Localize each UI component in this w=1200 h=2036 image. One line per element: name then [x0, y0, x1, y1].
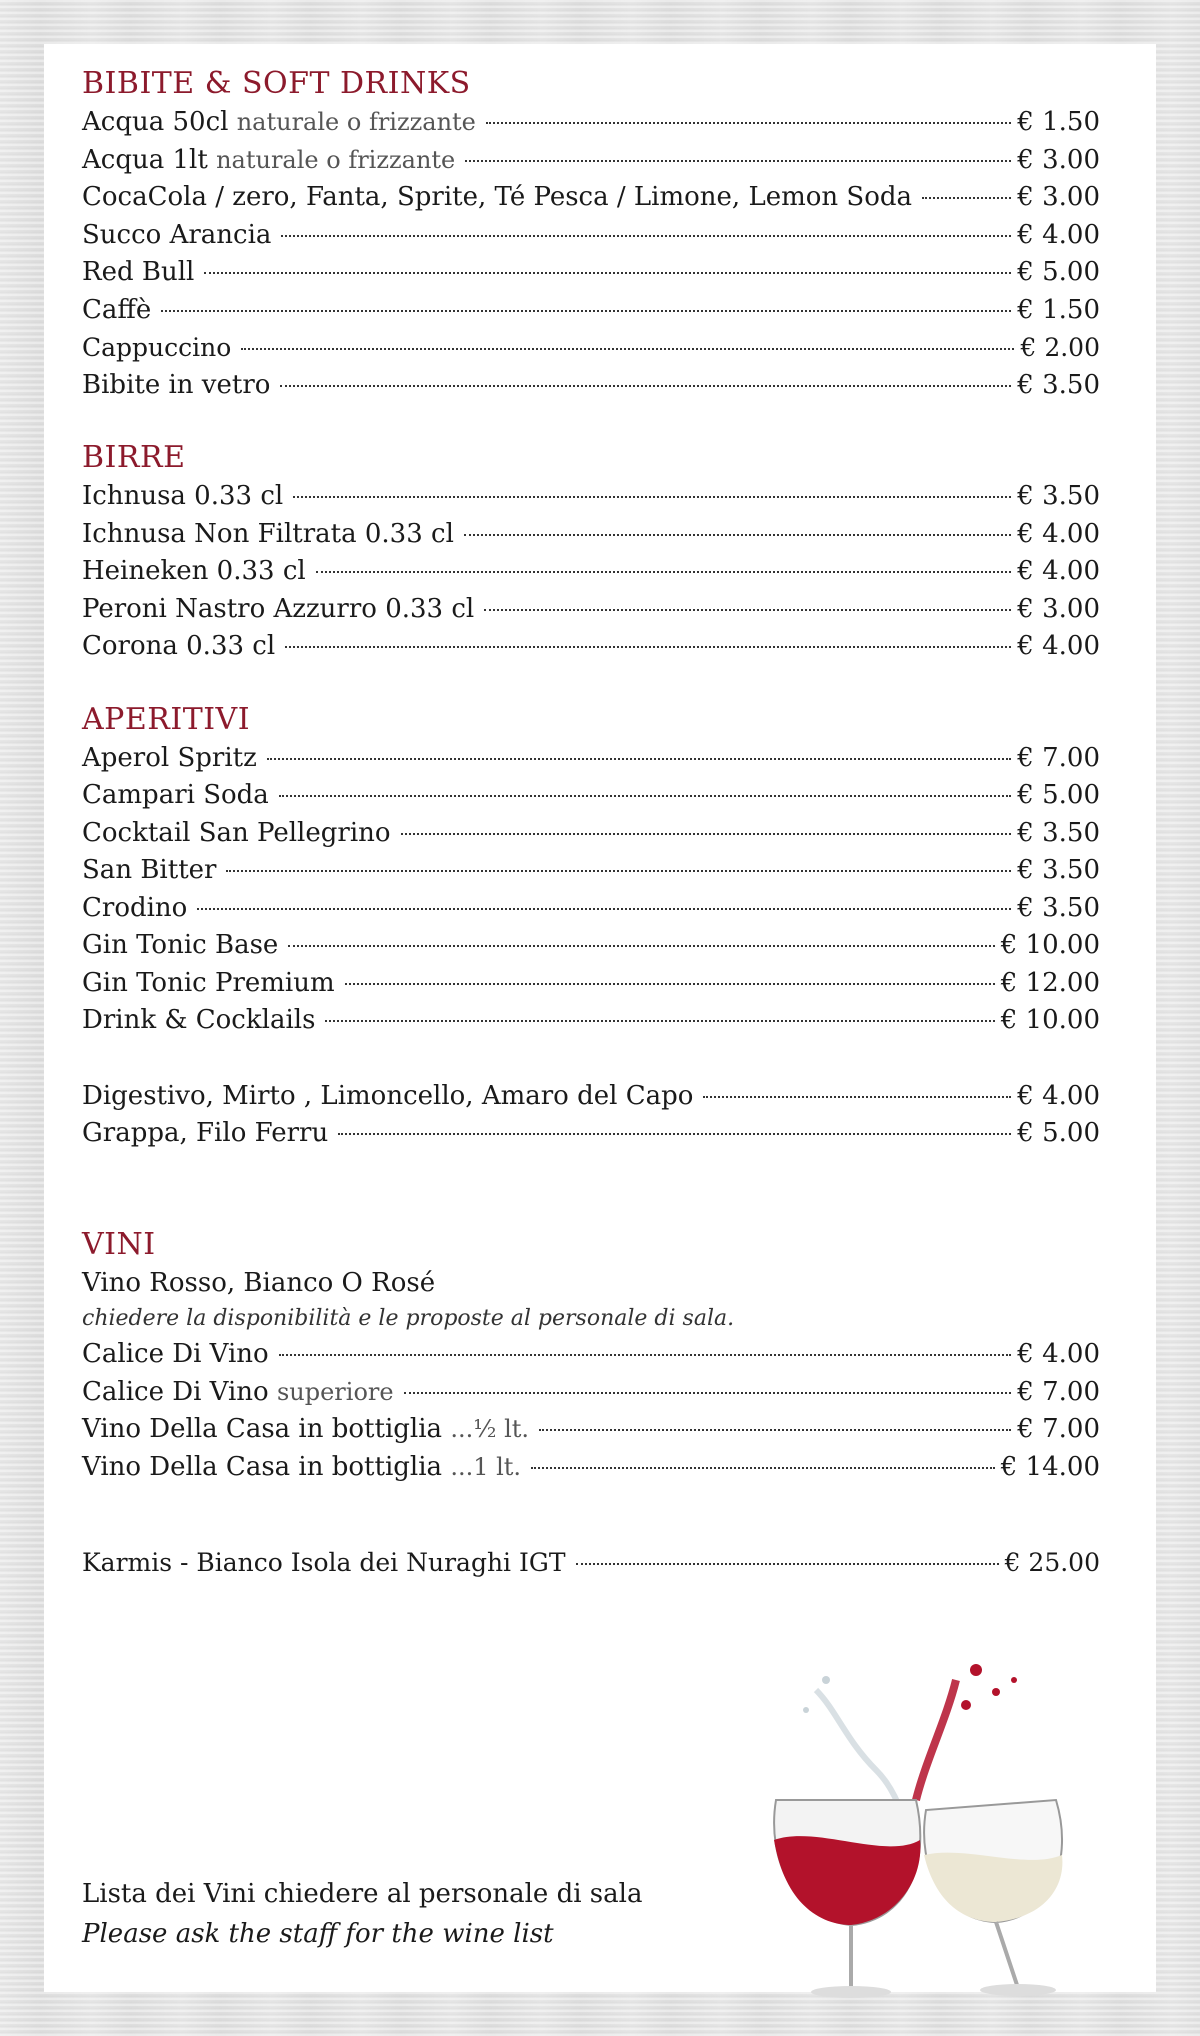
item-price: € 3.50	[1017, 892, 1100, 923]
item-detail: ...1 lt.	[450, 1452, 522, 1481]
item-price: € 3.50	[1017, 369, 1100, 400]
menu-item	[82, 329, 1100, 367]
spacer	[82, 1187, 1100, 1225]
item-name: Ichnusa 0.33 cl	[82, 481, 284, 511]
section-vini	[82, 1225, 1100, 1582]
item-name: Calice Di Vino superiore	[82, 1376, 394, 1407]
item-price: € 3.50	[1017, 817, 1100, 848]
menu-item	[82, 890, 1100, 928]
section-aperitivi	[82, 700, 1100, 1153]
section-title: APERITIVI	[82, 701, 251, 737]
item-price: € 14.00	[1000, 1451, 1100, 1482]
footer-line-italian: Lista dei Vini chiedere al personale di sala	[82, 1879, 643, 1909]
item-price: € 4.00	[1017, 518, 1100, 549]
section-title: BIRRE	[82, 440, 186, 475]
dot-leader	[338, 1133, 1011, 1135]
item-name: Aperol Spritz	[82, 742, 257, 773]
item-name: Campari Soda	[82, 780, 269, 810]
item-price: € 3.00	[1017, 144, 1100, 175]
menu-item	[82, 740, 1100, 778]
dot-leader	[288, 945, 994, 947]
item-name: Red Bull	[82, 257, 195, 287]
menu-item	[82, 1078, 1100, 1116]
item-price: € 12.00	[1000, 967, 1100, 998]
dot-leader	[922, 197, 1011, 199]
dot-leader	[293, 496, 1011, 498]
menu-item	[82, 292, 1100, 330]
menu-item	[82, 217, 1100, 255]
menu-item	[82, 1449, 1100, 1487]
section-bibite	[82, 64, 1100, 404]
menu-item	[82, 553, 1100, 591]
dot-leader	[703, 1096, 1011, 1098]
item-detail: naturale o frizzante	[236, 108, 476, 136]
section-title: BIBITE & SOFT DRINKS	[82, 66, 471, 101]
item-price: € 7.00	[1017, 1376, 1100, 1407]
menu-item-special	[82, 1544, 1100, 1582]
item-name: Cocktail San Pellegrino	[82, 817, 391, 848]
menu-item	[82, 927, 1100, 965]
item-price: € 25.00	[1004, 1548, 1100, 1577]
item-name: Calice Di Vino	[82, 1339, 269, 1369]
dot-leader	[226, 870, 1011, 872]
dot-leader	[484, 609, 1011, 611]
section-birre	[82, 438, 1100, 666]
item-name: Gin Tonic Premium	[82, 967, 335, 998]
item-price: € 3.00	[1017, 593, 1100, 624]
item-name: Acqua 1lt naturale o frizzante	[82, 144, 456, 175]
menu-content	[82, 64, 1100, 1616]
dot-leader	[325, 1020, 994, 1022]
item-name: Crodino	[82, 892, 188, 923]
spacer	[82, 1486, 1100, 1544]
footer-note	[82, 1874, 642, 1954]
dot-leader	[404, 1392, 1012, 1394]
item-price: € 10.00	[1000, 930, 1100, 960]
item-price: € 4.00	[1017, 1080, 1100, 1111]
item-name: Grappa, Filo Ferru	[82, 1118, 329, 1148]
dot-leader	[280, 385, 1011, 387]
section-title: VINI	[82, 1226, 156, 1262]
dot-leader	[279, 1354, 1012, 1356]
item-price: € 4.00	[1017, 1339, 1100, 1369]
wine-subtitle: Vino Rosso, Bianco O Rosé	[82, 1267, 436, 1298]
dot-leader	[401, 833, 1012, 835]
item-name: Drink & Cocklails	[82, 1005, 316, 1035]
item-name: Vino Della Casa in bottiglia ...½ lt.	[82, 1414, 530, 1444]
item-price: € 5.00	[1017, 257, 1100, 287]
menu-item	[82, 852, 1100, 890]
menu-item	[82, 965, 1100, 1003]
wine-note: chiedere la disponibilità e le proposte al personale di sala.	[82, 1306, 735, 1331]
menu-item	[82, 142, 1100, 180]
item-price: € 5.00	[1017, 1118, 1100, 1148]
menu-item	[82, 1115, 1100, 1153]
dot-leader	[161, 310, 1011, 312]
dot-leader	[531, 1467, 995, 1469]
dot-leader	[281, 235, 1011, 237]
item-price: € 5.00	[1017, 780, 1100, 810]
dot-leader	[316, 571, 1012, 573]
menu-item	[82, 1002, 1100, 1040]
item-price: € 10.00	[1000, 1005, 1100, 1035]
menu-item	[82, 104, 1100, 142]
menu-item	[82, 254, 1100, 292]
spacer	[82, 1040, 1100, 1078]
item-name: Ichnusa Non Filtrata 0.33 cl	[82, 518, 454, 549]
item-price: € 1.50	[1017, 294, 1100, 325]
menu-item	[82, 478, 1100, 516]
dot-leader	[539, 1429, 1011, 1431]
menu-item	[82, 1411, 1100, 1449]
item-detail: naturale o frizzante	[216, 145, 456, 174]
item-name: Gin Tonic Base	[82, 930, 279, 960]
dot-leader	[486, 122, 1011, 124]
item-price: € 3.50	[1017, 855, 1100, 885]
dot-leader	[576, 1563, 999, 1565]
menu-item	[82, 628, 1100, 666]
item-name: Bibite in vetro	[82, 369, 271, 400]
item-name: Peroni Nastro Azzurro 0.33 cl	[82, 593, 475, 624]
dot-leader	[267, 758, 1011, 760]
item-detail: ...½ lt.	[450, 1415, 530, 1443]
item-price: € 3.50	[1017, 481, 1100, 511]
item-name: Acqua 50cl naturale o frizzante	[82, 107, 476, 137]
dot-leader	[279, 795, 1011, 797]
item-price: € 1.50	[1017, 107, 1100, 137]
item-detail: superiore	[276, 1377, 394, 1406]
item-name: Vino Della Casa in bottiglia ...1 lt.	[82, 1451, 522, 1482]
menu-item	[82, 815, 1100, 853]
item-name: Caffè	[82, 294, 152, 325]
dot-leader	[345, 983, 995, 985]
menu-item	[82, 591, 1100, 629]
menu-item	[82, 1374, 1100, 1412]
dot-leader	[204, 272, 1011, 274]
menu-item	[82, 367, 1100, 405]
dot-leader	[465, 160, 1011, 162]
item-name: Karmis - Bianco Isola dei Nuraghi IGT	[82, 1548, 566, 1577]
footer-line-english: Please ask the staff for the wine list	[82, 1919, 554, 1949]
menu-item	[82, 1336, 1100, 1374]
item-price: € 4.00	[1017, 556, 1100, 586]
item-price: € 4.00	[1017, 631, 1100, 661]
dot-leader	[241, 348, 1014, 350]
item-price: € 2.00	[1020, 333, 1100, 362]
item-name: Digestivo, Mirto , Limoncello, Amaro del Capo	[82, 1080, 694, 1111]
item-name: CocaCola / zero, Fanta, Sprite, Té Pesca / Limone, Lemon Soda	[82, 182, 913, 212]
item-name: Corona 0.33 cl	[82, 631, 276, 661]
dot-leader	[197, 908, 1011, 910]
item-price: € 4.00	[1017, 219, 1100, 250]
dot-leader	[464, 534, 1011, 536]
item-name: Heineken 0.33 cl	[82, 556, 306, 586]
item-name: Cappuccino	[82, 333, 232, 362]
item-price: € 7.00	[1017, 1414, 1100, 1444]
menu-item	[82, 179, 1100, 217]
menu-item	[82, 516, 1100, 554]
item-name: Succo Arancia	[82, 219, 272, 250]
item-price: € 7.00	[1017, 742, 1100, 773]
menu-item	[82, 777, 1100, 815]
dot-leader	[285, 646, 1011, 648]
item-name: San Bitter	[82, 855, 217, 885]
wine-glasses-illustration	[756, 1650, 1076, 2000]
item-price: € 3.00	[1017, 182, 1100, 212]
